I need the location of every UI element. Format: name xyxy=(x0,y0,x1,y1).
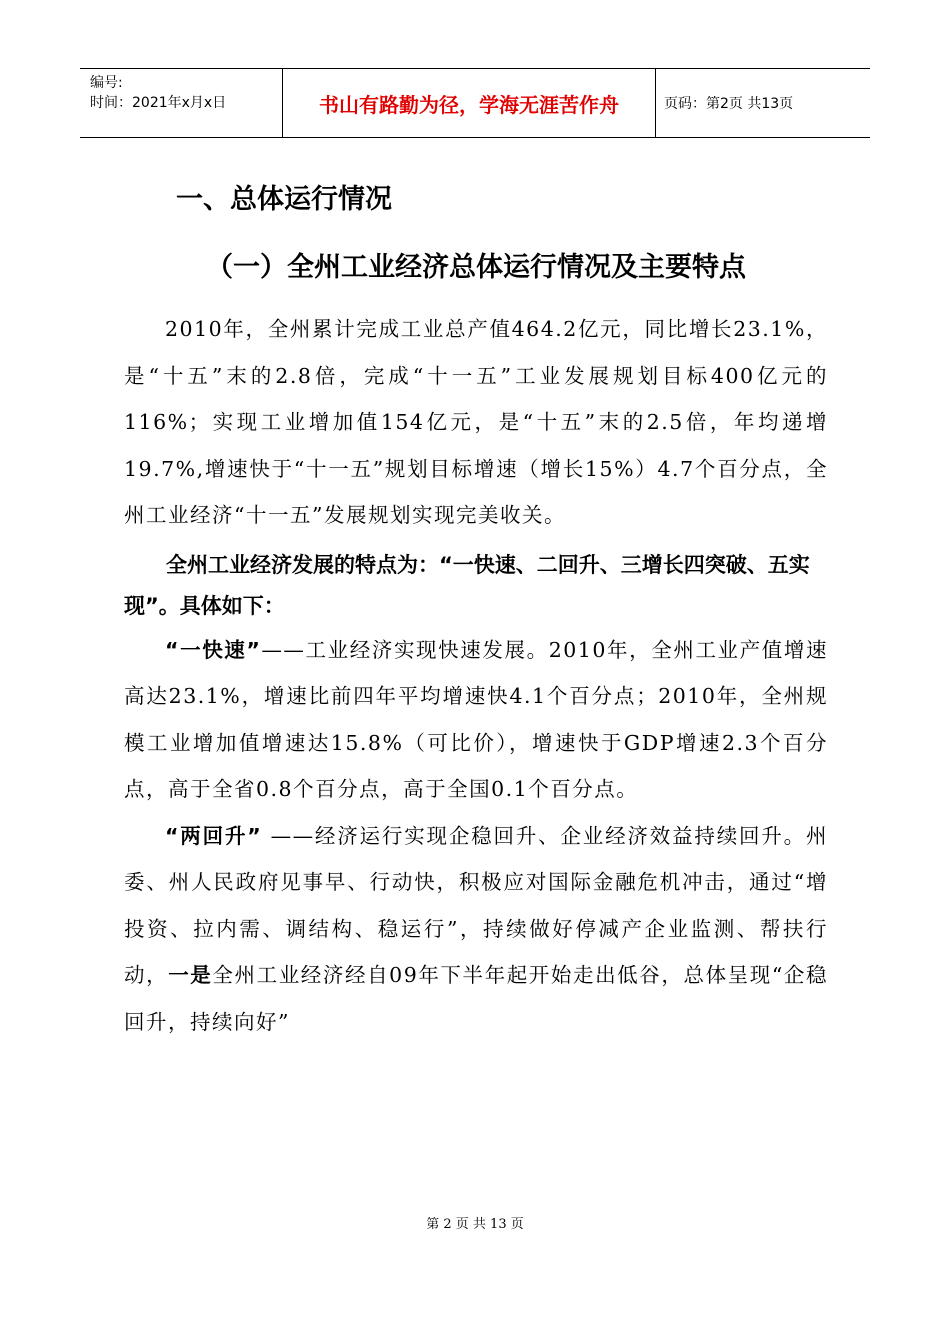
header-page-info: 页码：第2页 共13页 xyxy=(664,96,794,112)
header-motto: 书山有路勤为径，学海无涯苦作舟 xyxy=(282,69,656,137)
time-label: 时间：2021年x月x日 xyxy=(90,95,227,111)
paragraph-4-emph: 一是 xyxy=(168,963,213,987)
paragraph-4-lead: “两回升” xyxy=(165,823,263,848)
paragraph-3 xyxy=(124,627,828,813)
paragraph-3-lead: “一快速” xyxy=(165,637,262,662)
paragraph-4-text: ——经济运行实现企稳回升、企业经济效益持续回升。州委、州人民政府见事早、行动快，积极应对国际金融危机冲击，通过“增投资、拉内需、调结构、稳运行”，持续做好停减产企业监测、帮扶行动， xyxy=(124,823,829,987)
subsection-title: （一）全州工业经济总体运行情况及主要特点 xyxy=(206,252,746,283)
paragraph-3-text: ——工业经济实现快速发展。2010年，全州工业产值增速高达23.1%，增速比前四年平均增速快4.1个百分点；2010年，全州规模工业增加值增速达15.8%（可比价），增速快于GDP增速2.3个百分点，高于全省0.8个百分点，高于全国0.1个百分点。 xyxy=(124,637,828,801)
page-footer: 第 2 页 共 13 页 xyxy=(426,1217,524,1232)
paragraph-4-tail: 全州工业经济经自09年下半年起开始走出低谷，总体呈现“企稳回升，持续向好” xyxy=(124,963,829,1034)
paragraph-4 xyxy=(124,813,828,1046)
section-title: 一、总体运行情况 xyxy=(176,184,392,215)
header-meta xyxy=(80,69,282,137)
paragraph-2: 全州工业经济发展的特点为：“一快速、二回升、三增长四突破、五实现”。具体如下： xyxy=(124,552,810,618)
paragraph-1: 2010年，全州累计完成工业总产值464.2亿元，同比增长23.1%，是“十五”末的2.8倍，完成“十一五”工业发展规划目标400亿元的116%；实现工业增加值154亿元，是“十五”末的2.5倍，年均递增19.7%,增速快于“十一五”规划目标增速（增长15%）4.7个百分点，全州工业经济“十一五”发展规划实现完美收关。 xyxy=(124,317,828,527)
document-body xyxy=(124,172,828,1045)
page-header xyxy=(80,68,870,138)
code-label: 编号: xyxy=(90,75,123,91)
